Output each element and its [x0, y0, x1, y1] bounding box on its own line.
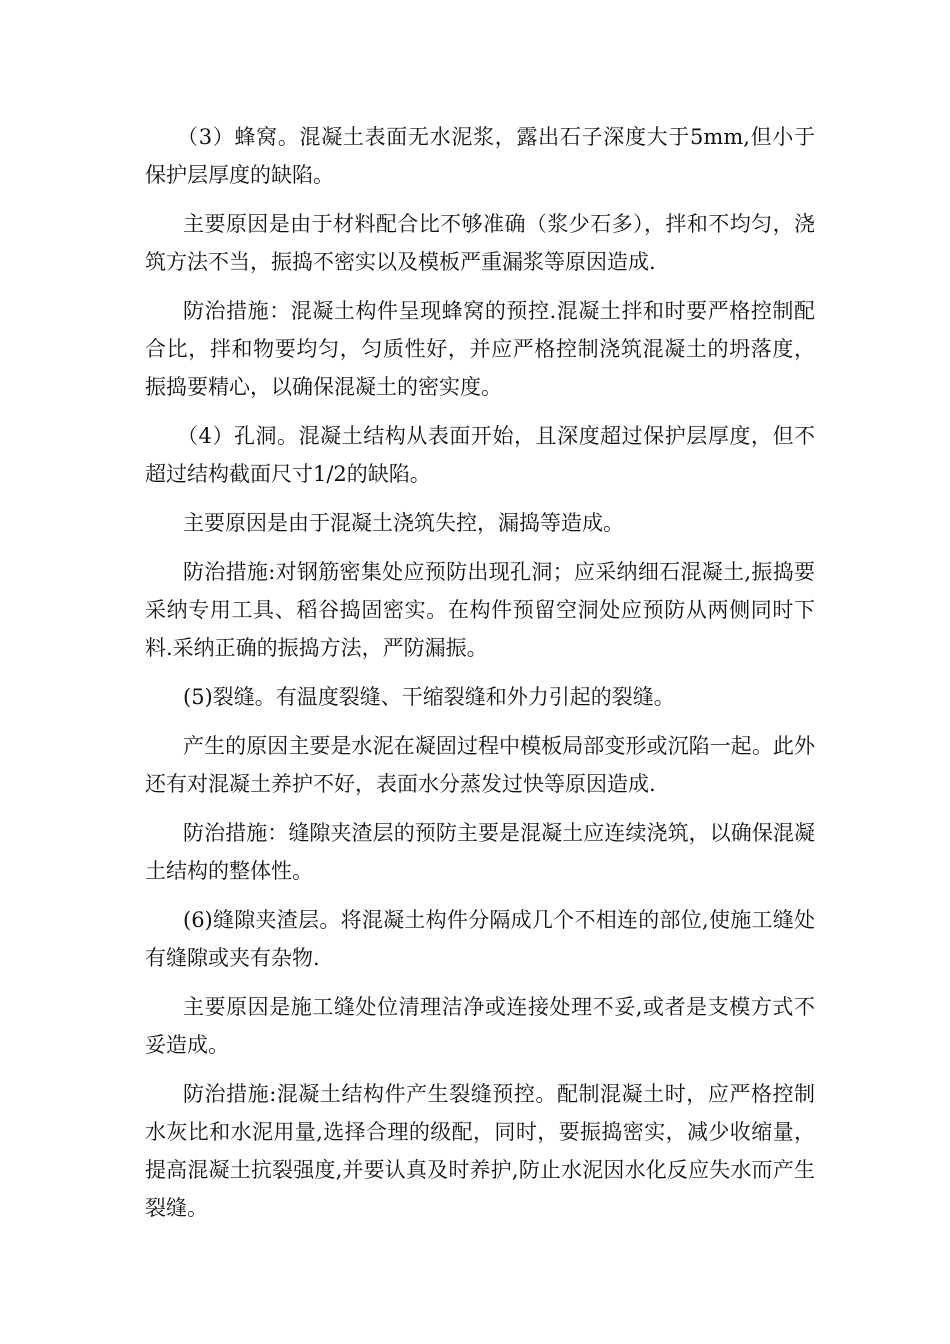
- paragraph-honeycomb-prevention: 防治措施：混凝土构件呈现蜂窝的预控.混凝土拌和时要严格控制配合比，拌和物要均匀，匀质性好，并应严格控制浇筑混凝土的坍落度，振捣要精心，以确保混凝土的密实度。: [145, 299, 815, 399]
- paragraph-crack-cause: 产生的原因主要是水泥在凝固过程中模板局部变形或沉陷一起。此外还有对混凝土养护不好，表面水分蒸发过快等原因造成.: [145, 734, 815, 796]
- paragraph-hole-prevention: 防治措施:对钢筋密集处应预防出现孔洞；应采纳细石混凝土,振捣要采纳专用工具、稻谷捣固密实。在构件预留空洞处应预防从两侧同时下料.采纳正确的振捣方法，严防漏振。: [145, 560, 815, 660]
- paragraph-slag-prevention: 防治措施:混凝土结构件产生裂缝预控。配制混凝土时，应严格控制水灰比和水泥用量,选择合理的级配，同时，要振捣密实，减少收缩量，提高混凝土抗裂强度,并要认真及时养护,防止水泥因水化反应失水而产生裂缝。: [145, 1082, 815, 1220]
- paragraph-crack-prevention: 防治措施：缝隙夹渣层的预防主要是混凝土应连续浇筑，以确保混凝土结构的整体性。: [145, 821, 815, 883]
- paragraph-crack-heading: (5)裂缝。有温度裂缝、干缩裂缝和外力引起的裂缝。: [183, 685, 675, 709]
- paragraph-hole-cause: 主要原因是由于混凝土浇筑失控，漏捣等造成。: [183, 511, 624, 535]
- paragraph-slag-heading: (6)缝隙夹渣层。将混凝土构件分隔成几个不相连的部位,使施工缝处有缝隙或夹有杂物.: [145, 908, 815, 970]
- paragraph-hole-heading: （4）孔洞。混凝土结构从表面开始，且深度超过保护层厚度，但不超过结构截面尺寸1/2的缺陷。: [145, 424, 815, 486]
- paragraph-honeycomb-cause: 主要原因是由于材料配合比不够准确（浆少石多），拌和不均匀，浇筑方法不当，振捣不密实以及模板严重漏浆等原因造成.: [145, 212, 815, 274]
- paragraph-honeycomb-heading: （3）蜂窝。混凝土表面无水泥浆，露出石子深度大于5mm,但小于保护层厚度的缺陷。: [145, 125, 815, 187]
- document-body: [145, 118, 815, 1238]
- paragraph-slag-cause: 主要原因是施工缝处位清理洁净或连接处理不妥,或者是支模方式不妥造成。: [145, 995, 815, 1057]
